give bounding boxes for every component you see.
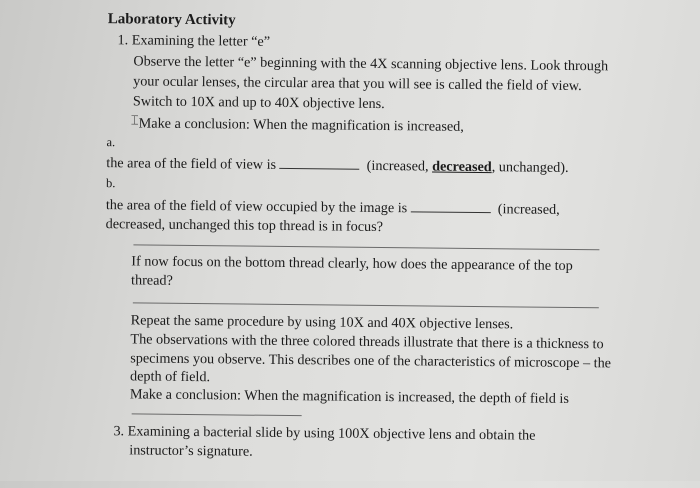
repeat-line-3: specimens you observe. This describes one of the characteristics of microscope – the bbox=[130, 350, 612, 372]
repeat-line-5: Make a conclusion: When the magnification is increased, the depth of field is bbox=[129, 386, 569, 407]
item1-line-1: Observe the letter “e” beginning with the 4X scanning objective lens. Look through bbox=[133, 53, 609, 75]
text-cursor-icon: ⌶ bbox=[130, 113, 139, 129]
answer-line-2[interactable] bbox=[133, 302, 599, 308]
question-b-text bbox=[106, 197, 560, 219]
item1-line-3: Switch to 10X and up to 40X objective lens. bbox=[132, 93, 385, 113]
item1-line-2: your ocular lenses, the circular area that you will see is called the field of view. bbox=[133, 73, 582, 95]
focus-bottom-line-1: If now focus on the bottom thread clearly, how does the appearance of the top bbox=[131, 253, 573, 275]
repeat-line-1: Repeat the same procedure by using 10X and 40X objective lenses. bbox=[130, 312, 514, 333]
question-b-label: b. bbox=[106, 176, 116, 191]
item1-line-4: Make a conclusion: When the magnification is increased, bbox=[138, 115, 464, 135]
page-title: Laboratory Activity bbox=[107, 11, 236, 29]
item3-line-2: instructor’s signature. bbox=[129, 442, 253, 460]
answer-line-3[interactable] bbox=[132, 413, 302, 416]
item3-line-1: 3. Examining a bacterial slide by using 100X objective lens and obtain the bbox=[113, 423, 536, 444]
answer-line-1[interactable] bbox=[133, 244, 599, 250]
question-a-answer-blank[interactable] bbox=[280, 168, 360, 170]
question-a-choices-prefix: (increased, bbox=[366, 157, 433, 175]
question-b-answer-blank[interactable] bbox=[411, 211, 491, 213]
question-b-line-2: decreased, unchanged this top thread is in focus? bbox=[105, 216, 384, 236]
item1-heading: 1. Examining the letter “e” bbox=[117, 32, 271, 50]
question-b-choices: (increased, bbox=[497, 201, 560, 218]
focus-bottom-line-2: thread? bbox=[130, 272, 173, 289]
question-a-emphasized-choice: decreased bbox=[432, 158, 492, 176]
question-a-label: a. bbox=[106, 135, 116, 150]
question-a-prompt: the area of the field of view is bbox=[106, 155, 277, 173]
question-a-choices-suffix: , unchanged). bbox=[491, 159, 569, 176]
question-a-text bbox=[106, 155, 568, 177]
repeat-line-4: depth of field. bbox=[129, 368, 211, 386]
repeat-line-2: The observations with the three colored threads illustrate that there is a thickness to bbox=[130, 331, 604, 353]
question-b-prompt: the area of the field of view occupied by the image is bbox=[105, 197, 408, 217]
